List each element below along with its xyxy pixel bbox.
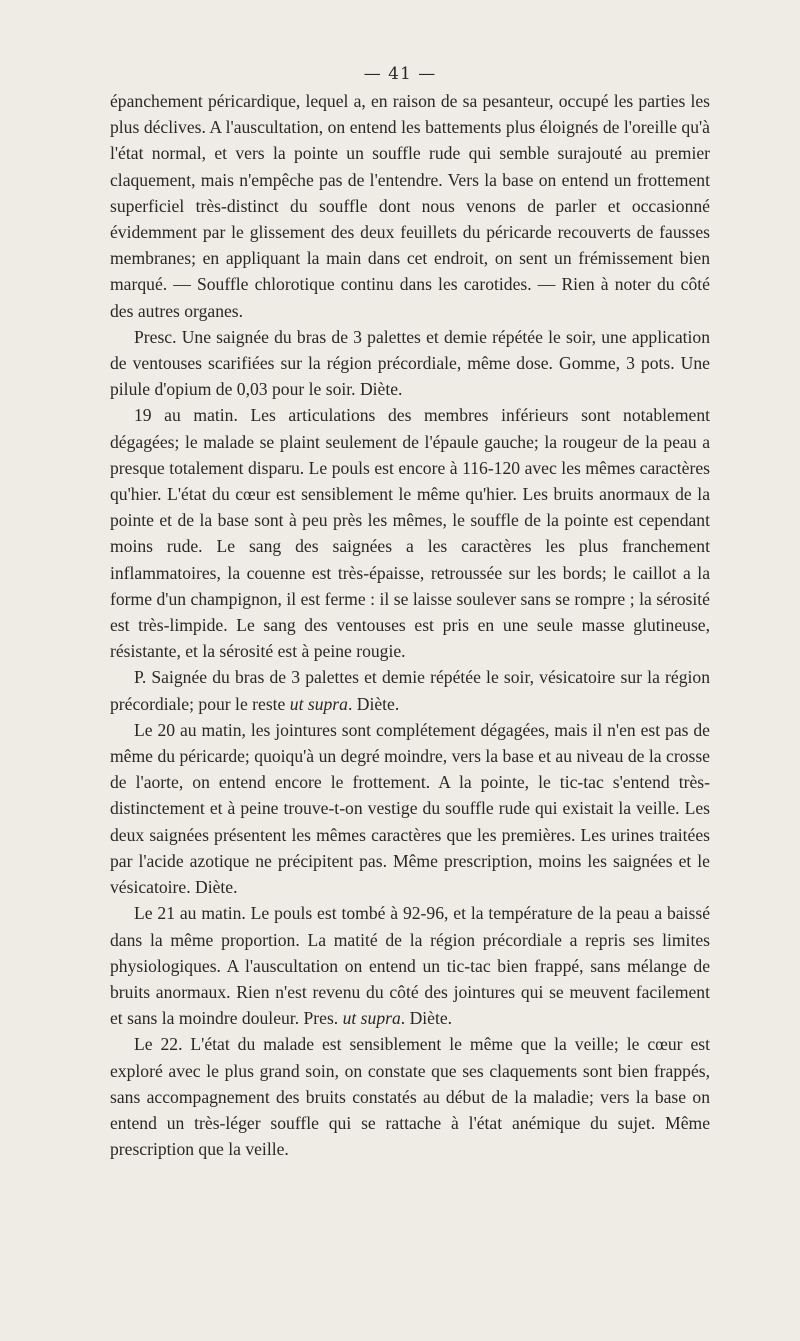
text-segment: Le 21 au matin. Le pouls est tombé à 92-96, et la température de la peau a baissé dans la même proportion. La matité de la région précordiale a repris ses limites physiologiques. A l'auscultation on entend un tic-tac bien frappé, sans mélange de bruits anormaux. Rien n'est revenu du côté des jointures qui se meuvent facilement et sans la moindre douleur. Pres.	[110, 903, 710, 1029]
paragraph	[110, 88, 710, 324]
paragraph	[110, 402, 710, 664]
text-segment: Le 22. L'état du malade est sensiblement le même que la veille; le cœur est exploré avec le plus grand soin, on constate que ses claquements sont bien frappés, sans accompagnement des bruits constatés au début de la maladie; vers la base on entend un très-léger souffle qui se rattache à l'état anémique du sujet. Même prescription que la veille.	[110, 1034, 710, 1160]
text-segment: . Diète.	[400, 1008, 453, 1029]
paragraph	[110, 1031, 710, 1162]
text-segment: . Diète.	[347, 693, 400, 714]
paragraph	[110, 664, 710, 716]
text-segment: Le 20 au matin, les jointures sont complétement dégagées, mais il n'en est pas de même du péricarde; quoiqu'à un degré moindre, vers la base et au niveau de la crosse de l'aorte, on entend encore le frottement. A la pointe, le tic-tac s'entend très-distinctement et à peine trouve-t-on vestige du souffle rude qui existait la veille. Les deux saignées présentent les mêmes caractères que les premières. Les urines traitées par l'acide azotique ne précipitent pas. Même prescription, moins les saignées et le vésicatoire. Diète.	[110, 719, 710, 898]
page-number: — 41 —	[363, 64, 437, 84]
italic-text: ut supra	[342, 1008, 401, 1029]
italic-text: ut supra	[289, 693, 348, 714]
text-segment: 19 au matin. Les articulations des membres inférieurs sont notablement dégagées; le malade se plaint seulement de l'épaule gauche; la rougeur de la peau a presque totalement disparu. Le pouls est encore à 116-120 avec les mêmes caractères qu'hier. L'état du cœur est sensiblement le même qu'hier. Les bruits anormaux de la pointe et de la base sont à peu près les mêmes, le souffle de la pointe est cependant moins rude. Le sang des saignées a les caractères les plus franchement inflammatoires, la couenne est très-épaisse, retroussée sur les bords; le caillot a la forme d'un champignon, il est ferme : il se laisse soulever sans se rompre ; la sérosité est très-limpide. Le sang des ventouses est pris en une seule masse glutineuse, résistante, et la sérosité est à peine rougie.	[110, 405, 710, 662]
text-segment: P. Saignée du bras de 3 palettes et demie répétée le soir, vésicatoire sur la région précordiale; pour le reste	[110, 667, 710, 714]
body-text	[110, 88, 710, 1162]
paragraph	[110, 324, 710, 403]
paragraph	[110, 717, 710, 900]
text-segment: Presc. Une saignée du bras de 3 palettes et demie répétée le soir, une application de ventouses scarifiées sur la région précordiale, même dose. Gomme, 3 pots. Une pilule d'opium de 0,03 pour le soir. Diète.	[110, 326, 710, 400]
paragraph	[110, 900, 710, 1031]
text-segment: épanchement péricardique, lequel a, en raison de sa pesanteur, occupé les parties les plus déclives. A l'auscultation, on entend les battements plus éloignés de l'oreille qu'à l'état normal, et vers la pointe un souffle rude qui semble surajouté au premier claquement, mais n'empêche pas de l'entendre. Vers la base on entend un frottement superficiel très-distinct du souffle dont nous venons de parler et occasionné évidemment par le glissement des deux feuillets du péricarde recouverts de fausses membranes; en appliquant la main dans cet endroit, on sent un frémissement bien marqué. — Souffle chlorotique continu dans les carotides. — Rien à noter du côté des autres organes.	[110, 91, 710, 321]
